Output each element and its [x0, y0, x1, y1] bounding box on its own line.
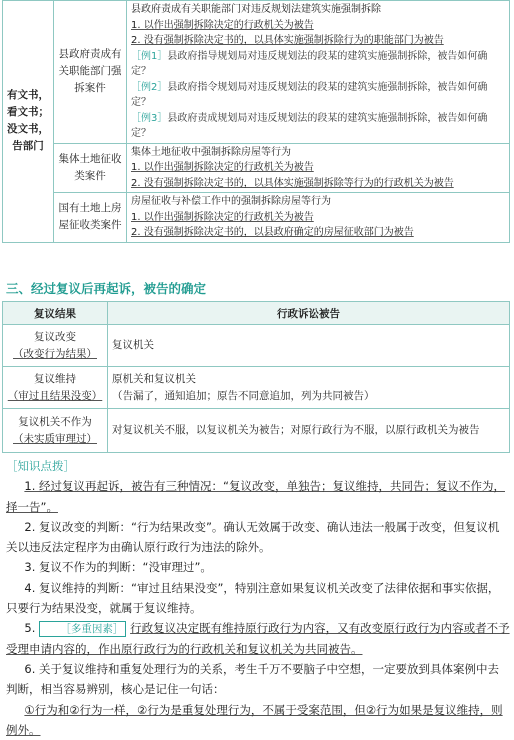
defendant-text: 对复议机关不服，以复议机关为被告；对原行政行为不服，以原行政机关为被告 — [112, 424, 480, 436]
rule-item: 1. 以作出强制拆除决定的行政机关为被告 — [131, 211, 314, 223]
category-cell: 县政府责成有关职能部门强拆案件 — [54, 1, 127, 144]
defendant-cell — [108, 325, 510, 367]
example-text: 县政府责成规划局对违反规划法的段某的建筑实施强制拆除，被告如何确定？ — [131, 112, 488, 139]
example-text: 县政府指导规划局对违反规划法的段某的建筑实施强制拆除，被告如何确定？ — [131, 50, 488, 77]
defendant-cell — [108, 367, 510, 409]
multi-factor-tag: ［多重因素］ — [39, 621, 126, 637]
result-cell — [3, 325, 108, 367]
left-label: 有文书，看文书；没文书，告部门 — [3, 1, 54, 243]
note-number: 5. — [24, 621, 36, 636]
example-text: 县政府指令规划局对违反规划法的段某的建筑实施强制拆除，被告如何确定？ — [131, 81, 488, 108]
knowledge-notes — [6, 456, 510, 740]
rule-item: 1. 以作出强制拆除决定的行政机关为被告 — [131, 19, 314, 31]
rule-item: 2. 没有强制拆除决定书的，以具体实施强制拆除等行为的行政机关为被告 — [131, 177, 454, 189]
defendant-note: （告漏了，通知追加；原告不同意追加，列为共同被告） — [112, 389, 375, 402]
example — [131, 49, 505, 80]
table-row — [3, 409, 510, 453]
result-cell — [3, 367, 108, 409]
result-label: 复议机关不作为 — [18, 415, 92, 428]
category-cell: 国有土地上房屋征收类案件 — [54, 193, 127, 243]
category-cell: 集体土地征收类案件 — [54, 143, 127, 193]
defendant-text: 复议机关 — [112, 339, 154, 351]
example-tag: ［例3］ — [131, 112, 168, 124]
table-header-row — [3, 302, 510, 325]
example — [131, 80, 505, 111]
column-header: 行政诉讼被告 — [108, 302, 510, 325]
rule-item: 1. 以作出强制拆除决定的行政机关为被告 — [131, 162, 314, 173]
rule-item: 2. 没有强制拆除决定书的，以具体实施强制拆除行为的职能部门为被告 — [131, 35, 444, 46]
row-title: 房屋征收与补偿工作中的强制拆除房屋等行为 — [131, 196, 331, 207]
row-title: 县政府责成有关职能部门对违反规划法建筑实施强制拆除 — [131, 4, 381, 15]
note-paragraph: 6. 关于复议维持和重复处理行为的关系，考生千万不要脑子中空想，一定要放到具体案例中去判断，相当容易辨别，核心是记住一句话： — [6, 661, 500, 697]
content-cell — [127, 143, 510, 193]
column-header: 复议结果 — [3, 302, 108, 325]
notes-heading: ［知识点拨］ — [6, 459, 75, 473]
note-paragraph — [6, 618, 510, 659]
example-tag: ［例1］ — [131, 50, 168, 62]
note-paragraph: 3. 复议不作为的判断：“没审理过”。 — [24, 560, 212, 575]
content-cell — [127, 1, 510, 144]
defendant-table — [2, 0, 510, 243]
table-row — [3, 143, 510, 193]
result-note: （未实质审理过） — [13, 432, 97, 445]
result-label: 复议改变 — [34, 330, 76, 343]
note-paragraph: 2. 复议改变的判断：“行为结果改变”。确认无效属于改变、确认违法一般属于改变，但复议机关以违反法定程序为由确认原行政行为违法的除外。 — [6, 519, 500, 555]
rule-item: 2. 没有强制拆除决定书的，以县政府确定的房屋征收部门为被告 — [131, 227, 414, 238]
section-title: 三、经过复议后再起诉，被告的确定 — [6, 281, 207, 296]
table-row — [3, 325, 510, 367]
defendant-text: 原机关和复议机关 — [112, 372, 196, 385]
note-paragraph: ①行为和②行为一样，②行为是重复处理行为，不属于受案范围，但②行为如果是复议维持，则例外。 — [6, 702, 503, 737]
note-paragraph: 4. 复议维持的判断：“审过且结果没变”，特别注意如果复议机关改变了法律依据和事实依据，只要行为结果没变，就属于复议维持。 — [6, 580, 500, 616]
table-row — [3, 193, 510, 243]
result-note: （审过且结果没变） — [7, 389, 103, 402]
result-label: 复议维持 — [34, 372, 76, 385]
note-paragraph: 1. 经过复议再起诉，被告有三种情况：“复议改变，单独告；复议维持，共同告；复议不作为，择一告”。 — [6, 479, 505, 514]
note-text: 行政复议决定既有维持原行政行为内容，又有改变原行政行为内容或者不予受理申请内容的，作出原行政行为的行政机关和复议机关为共同被告。 — [6, 621, 510, 656]
table-row — [3, 367, 510, 409]
review-table — [2, 301, 510, 453]
row-title: 集体土地征收中强制拆除房屋等行为 — [131, 146, 291, 158]
result-note: （改变行为结果） — [13, 347, 97, 360]
table-row — [3, 1, 510, 144]
content-cell — [127, 193, 510, 243]
result-cell — [3, 409, 108, 453]
example-tag: ［例2］ — [131, 81, 168, 93]
example — [131, 111, 505, 142]
defendant-cell — [108, 409, 510, 453]
